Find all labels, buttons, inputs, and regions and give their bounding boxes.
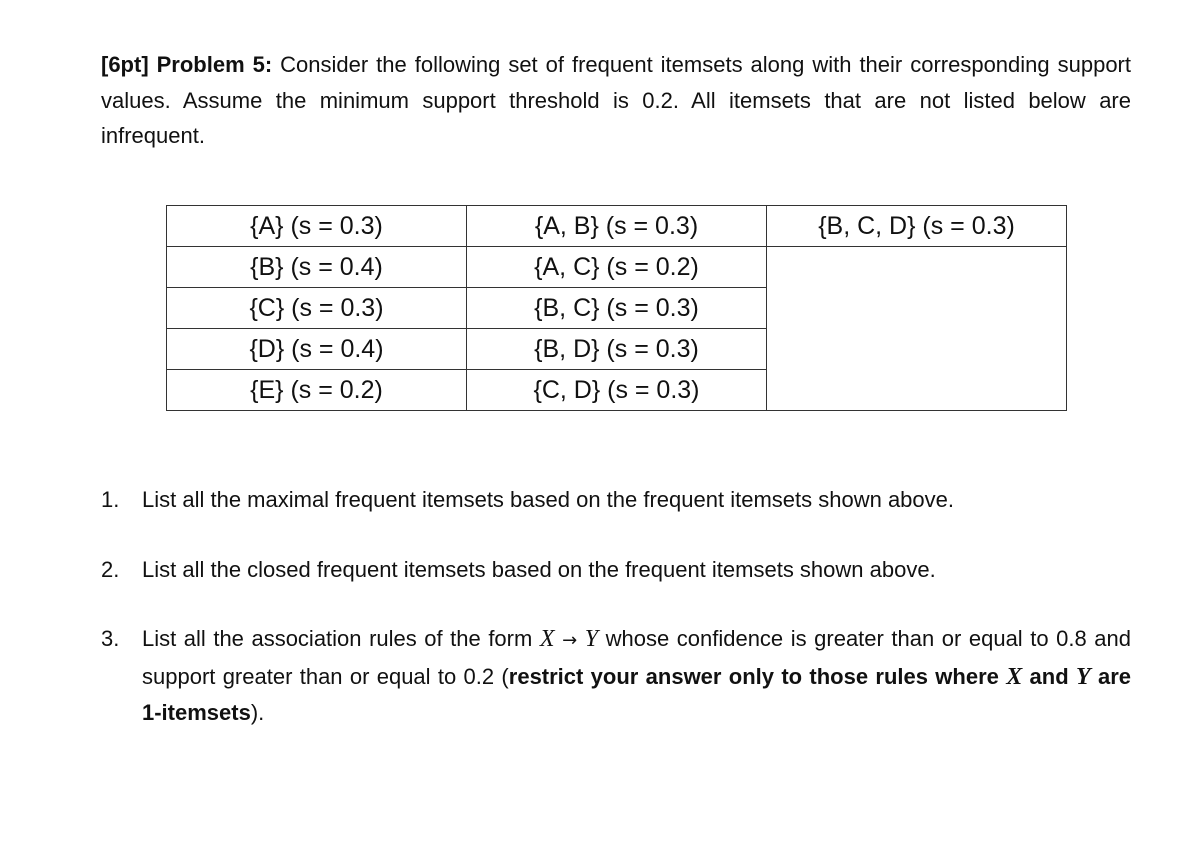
table-row bbox=[167, 288, 1067, 329]
question-number: 2. bbox=[101, 556, 120, 582]
frequent-itemsets-table bbox=[166, 205, 1067, 411]
table-cell: {A, C} (s = 0.2) bbox=[467, 247, 767, 288]
question-3 bbox=[101, 621, 1131, 731]
table-cell-empty bbox=[767, 247, 1067, 288]
table-row bbox=[167, 370, 1067, 411]
question-text: List all the closed frequent itemsets based on the frequent itemsets shown above. bbox=[142, 556, 936, 582]
table-cell: {B, D} (s = 0.3) bbox=[467, 329, 767, 370]
question-text-part: ). bbox=[250, 700, 265, 725]
table-cell-empty bbox=[767, 329, 1067, 370]
table-cell: {A} (s = 0.3) bbox=[167, 206, 467, 247]
table-cell: {E} (s = 0.2) bbox=[167, 370, 467, 411]
problem-heading: [6pt] Problem 5: bbox=[101, 52, 273, 77]
table-row bbox=[167, 247, 1067, 288]
math-variable-x: X bbox=[539, 626, 555, 652]
question-text-part: List all the association rules of the form bbox=[142, 626, 540, 651]
table-cell: {B, C, D} (s = 0.3) bbox=[767, 206, 1067, 247]
question-2 bbox=[101, 552, 1131, 588]
question-bold-part: and bbox=[1022, 663, 1076, 689]
table-cell: {B, C} (s = 0.3) bbox=[467, 288, 767, 329]
problem-intro: Consider the following set of frequent itemsets along with their corresponding support values. Assume the minimum support threshold is 0.2. All itemsets that are not listed below are infrequent. bbox=[101, 52, 1131, 148]
table-cell: {C, D} (s = 0.3) bbox=[467, 370, 767, 411]
table-row bbox=[167, 206, 1067, 247]
question-number: 3. bbox=[101, 626, 120, 651]
question-text: List all the maximal frequent itemsets based on the frequent itemsets shown above. bbox=[142, 487, 954, 512]
math-variable-y: Y bbox=[1075, 663, 1091, 690]
right-arrow-icon: → bbox=[562, 630, 578, 651]
question-number: 1. bbox=[101, 487, 120, 512]
question-bold-part: are 1-itemsets bbox=[142, 663, 1131, 725]
question-1 bbox=[101, 482, 1131, 518]
table-cell: {B} (s = 0.4) bbox=[167, 247, 467, 288]
question-text bbox=[142, 621, 1131, 731]
table-cell-empty bbox=[767, 288, 1067, 329]
table-cell: {A, B} (s = 0.3) bbox=[467, 206, 767, 247]
table-cell-empty bbox=[767, 370, 1067, 411]
question-bold-part: restrict your answer only to those rules where bbox=[508, 663, 1007, 689]
table-cell: {D} (s = 0.4) bbox=[167, 329, 467, 370]
table-row bbox=[167, 329, 1067, 370]
question-list bbox=[101, 482, 1131, 765]
math-variable-x: X bbox=[1006, 663, 1023, 690]
table-cell: {C} (s = 0.3) bbox=[167, 288, 467, 329]
math-variable-y: Y bbox=[584, 626, 599, 652]
problem-statement bbox=[101, 47, 1131, 154]
question-text-part: whose confidence is greater than or equal to 0.8 and support greater than or equal to 0.2 ( bbox=[142, 626, 1131, 689]
